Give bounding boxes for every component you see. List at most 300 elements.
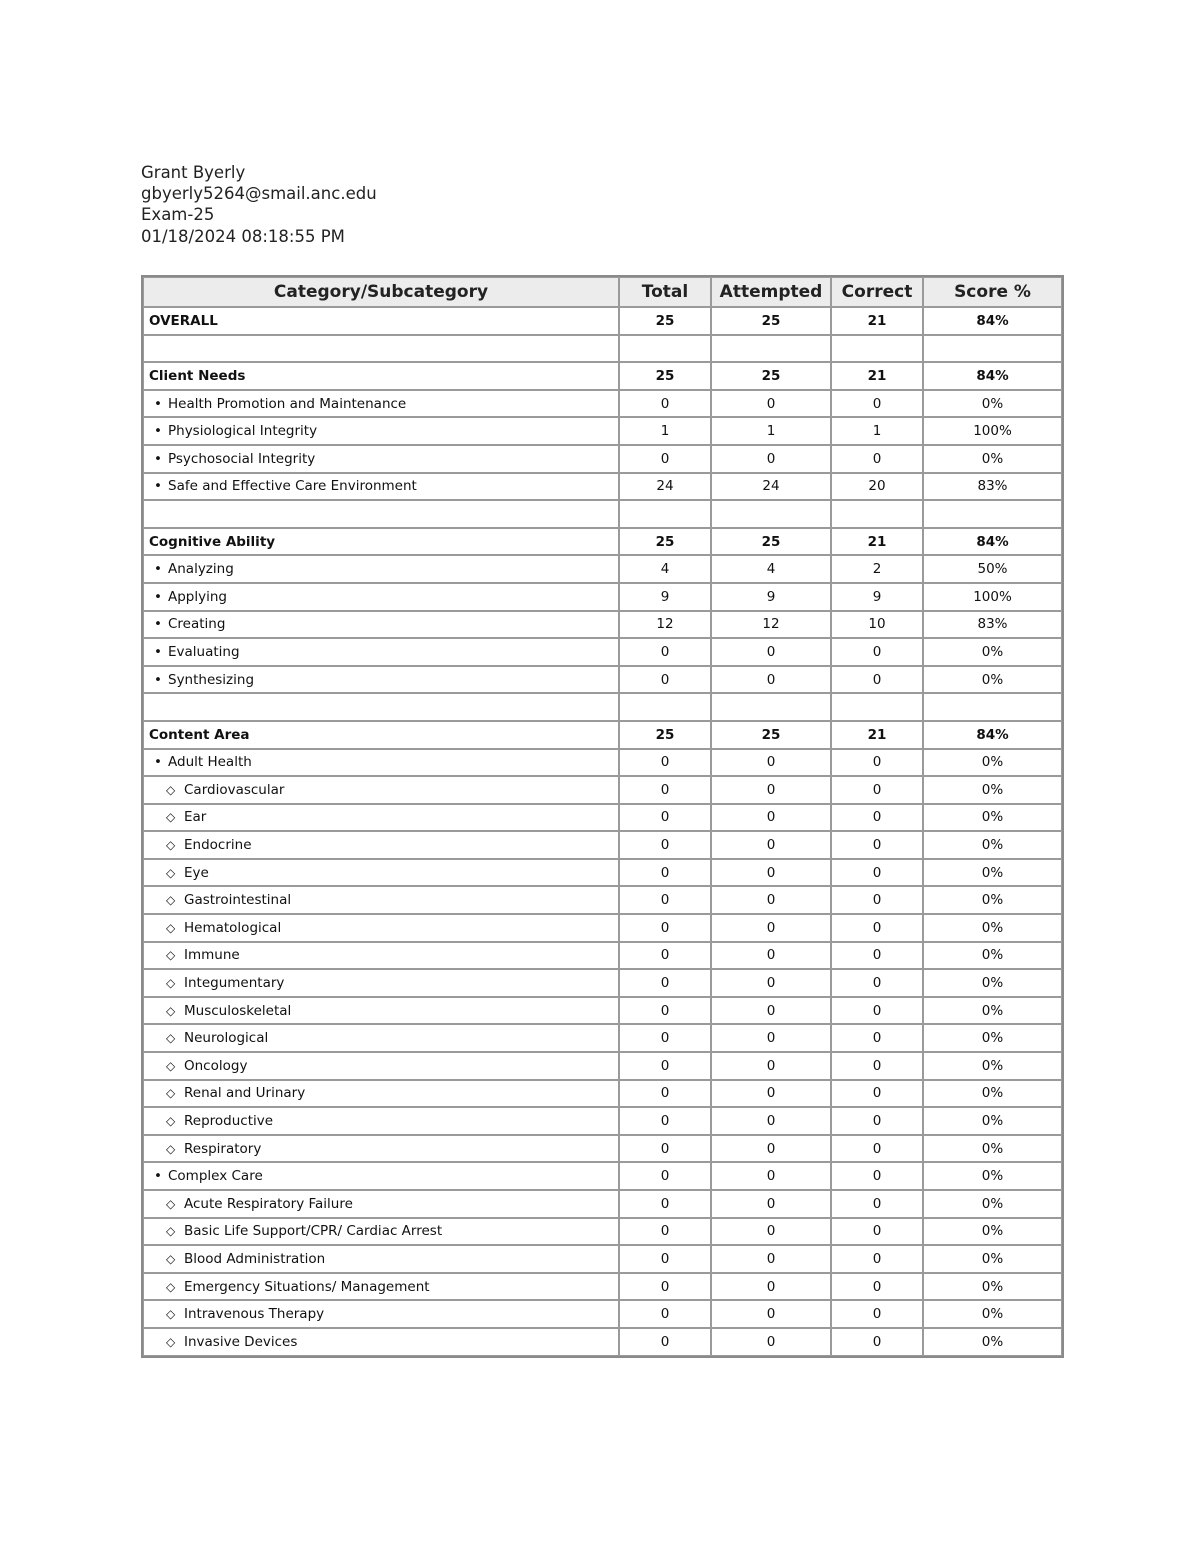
- total-cell: 0: [619, 776, 711, 804]
- total-cell: 4: [619, 555, 711, 583]
- correct-cell: 0: [831, 831, 923, 859]
- correct-cell: 0: [831, 1245, 923, 1273]
- bullet-icon: •: [154, 561, 162, 578]
- attempted-cell: 4: [711, 555, 831, 583]
- score-cell: 0%: [923, 942, 1062, 970]
- score-cell: 0%: [923, 666, 1062, 694]
- category-cell: [143, 1052, 619, 1080]
- category-label: Ear: [184, 809, 207, 826]
- diamond-bullet-icon: ◇: [166, 1279, 176, 1294]
- category-cell: [143, 942, 619, 970]
- total-cell: 12: [619, 611, 711, 639]
- table-row: [143, 997, 1062, 1025]
- category-label: Health Promotion and Maintenance: [168, 395, 407, 412]
- total-cell: 0: [619, 1080, 711, 1108]
- category-cell: [143, 749, 619, 777]
- student-info: [141, 162, 377, 247]
- total-cell: 0: [619, 1135, 711, 1163]
- category-cell: [143, 528, 619, 556]
- category-cell: [143, 1162, 619, 1190]
- diamond-bullet-icon: ◇: [166, 1334, 176, 1349]
- category-cell: [143, 1080, 619, 1108]
- score-cell: 83%: [923, 611, 1062, 639]
- category-label: Cognitive Ability: [149, 533, 276, 550]
- table-row: [143, 1024, 1062, 1052]
- attempted-cell: 1: [711, 417, 831, 445]
- attempted-cell: 0: [711, 1162, 831, 1190]
- total-cell: 1: [619, 417, 711, 445]
- table-row: [143, 1107, 1062, 1135]
- category-label: Psychosocial Integrity: [168, 450, 316, 467]
- attempted-cell: 0: [711, 969, 831, 997]
- category-cell: [143, 1328, 619, 1356]
- correct-cell: [831, 693, 923, 721]
- correct-cell: 0: [831, 1190, 923, 1218]
- category-cell: [143, 611, 619, 639]
- category-label: Applying: [168, 588, 227, 605]
- category-cell: [143, 1273, 619, 1301]
- correct-cell: 0: [831, 969, 923, 997]
- score-cell: 0%: [923, 1080, 1062, 1108]
- table-row: [143, 528, 1062, 556]
- category-cell: [143, 1245, 619, 1273]
- bullet-icon: •: [154, 754, 162, 771]
- category-cell: [143, 1107, 619, 1135]
- category-label: Client Needs: [149, 367, 246, 384]
- category-cell: [143, 831, 619, 859]
- correct-cell: 21: [831, 528, 923, 556]
- diamond-bullet-icon: ◇: [166, 1086, 176, 1101]
- attempted-cell: 0: [711, 1273, 831, 1301]
- bullet-icon: •: [154, 588, 162, 605]
- category-cell: [143, 1135, 619, 1163]
- category-label: Content Area: [149, 726, 250, 743]
- category-label: Analyzing: [168, 561, 234, 578]
- table-row: [143, 1135, 1062, 1163]
- score-cell: 0%: [923, 749, 1062, 777]
- category-cell: [143, 914, 619, 942]
- score-cell: 0%: [923, 390, 1062, 418]
- score-cell: [923, 500, 1062, 528]
- diamond-bullet-icon: ◇: [166, 893, 176, 908]
- bullet-icon: •: [154, 423, 162, 440]
- category-label: Invasive Devices: [184, 1333, 298, 1350]
- table-row: [143, 362, 1062, 390]
- total-cell: 0: [619, 1273, 711, 1301]
- category-label: Emergency Situations/ Management: [184, 1278, 430, 1295]
- attempted-cell: 0: [711, 914, 831, 942]
- correct-cell: 0: [831, 638, 923, 666]
- score-cell: 0%: [923, 886, 1062, 914]
- category-cell: [143, 1190, 619, 1218]
- category-label: Immune: [184, 947, 240, 964]
- score-cell: 0%: [923, 1190, 1062, 1218]
- score-cell: 0%: [923, 914, 1062, 942]
- category-label: Basic Life Support/CPR/ Cardiac Arrest: [184, 1223, 443, 1240]
- correct-cell: 1: [831, 417, 923, 445]
- score-cell: 0%: [923, 776, 1062, 804]
- attempted-cell: 0: [711, 1135, 831, 1163]
- score-cell: 84%: [923, 528, 1062, 556]
- attempted-cell: 0: [711, 1052, 831, 1080]
- table-row: [143, 417, 1062, 445]
- score-cell: 84%: [923, 362, 1062, 390]
- correct-cell: [831, 500, 923, 528]
- category-label: Reproductive: [184, 1113, 274, 1130]
- category-label: Synthesizing: [168, 671, 255, 688]
- total-cell: 25: [619, 721, 711, 749]
- attempted-cell: 0: [711, 942, 831, 970]
- category-cell: [143, 721, 619, 749]
- correct-cell: 10: [831, 611, 923, 639]
- correct-cell: 0: [831, 886, 923, 914]
- correct-cell: 0: [831, 749, 923, 777]
- category-label: Evaluating: [168, 643, 240, 660]
- correct-cell: 0: [831, 1218, 923, 1246]
- score-cell: 0%: [923, 831, 1062, 859]
- total-cell: 9: [619, 583, 711, 611]
- attempted-cell: 25: [711, 362, 831, 390]
- table-row: [143, 886, 1062, 914]
- score-cell: 100%: [923, 583, 1062, 611]
- category-cell: [143, 1300, 619, 1328]
- column-header-category: Category/Subcategory: [143, 277, 619, 307]
- correct-cell: 0: [831, 1135, 923, 1163]
- category-label: Physiological Integrity: [168, 423, 318, 440]
- category-cell: [143, 969, 619, 997]
- score-cell: 0%: [923, 1273, 1062, 1301]
- correct-cell: 21: [831, 362, 923, 390]
- correct-cell: 2: [831, 555, 923, 583]
- category-label: OVERALL: [149, 312, 218, 329]
- table-row: [143, 555, 1062, 583]
- diamond-bullet-icon: ◇: [166, 1224, 176, 1239]
- table-row: [143, 611, 1062, 639]
- category-label: Intravenous Therapy: [184, 1306, 325, 1323]
- score-cell: 0%: [923, 1218, 1062, 1246]
- total-cell: 0: [619, 1300, 711, 1328]
- table-row: [143, 1190, 1062, 1218]
- table-row: [143, 914, 1062, 942]
- correct-cell: 0: [831, 1273, 923, 1301]
- correct-cell: 0: [831, 1052, 923, 1080]
- total-cell: 0: [619, 859, 711, 887]
- table-row: [143, 969, 1062, 997]
- bullet-icon: •: [154, 478, 162, 495]
- table-header-row: [143, 277, 1062, 307]
- attempted-cell: 25: [711, 528, 831, 556]
- total-cell: 0: [619, 1107, 711, 1135]
- diamond-bullet-icon: ◇: [166, 1307, 176, 1322]
- spacer-row: [143, 693, 1062, 721]
- diamond-bullet-icon: ◇: [166, 838, 176, 853]
- attempted-cell: [711, 500, 831, 528]
- column-header-score: Score %: [923, 277, 1062, 307]
- table-row: [143, 390, 1062, 418]
- attempted-cell: 9: [711, 583, 831, 611]
- category-cell: [143, 666, 619, 694]
- total-cell: 25: [619, 528, 711, 556]
- spacer-row: [143, 335, 1062, 363]
- category-label: Adult Health: [168, 754, 252, 771]
- spacer-row: [143, 500, 1062, 528]
- table-row: [143, 1245, 1062, 1273]
- attempted-cell: 0: [711, 859, 831, 887]
- table-row: [143, 445, 1062, 473]
- attempted-cell: 12: [711, 611, 831, 639]
- category-label: Neurological: [184, 1030, 269, 1047]
- attempted-cell: 0: [711, 638, 831, 666]
- total-cell: 0: [619, 638, 711, 666]
- student-name: Grant Byerly: [141, 163, 246, 182]
- total-cell: 0: [619, 804, 711, 832]
- score-cell: 0%: [923, 1328, 1062, 1356]
- total-cell: 0: [619, 886, 711, 914]
- category-cell: [143, 307, 619, 335]
- category-cell: [143, 997, 619, 1025]
- score-cell: 0%: [923, 445, 1062, 473]
- total-cell: 0: [619, 1052, 711, 1080]
- correct-cell: 0: [831, 1080, 923, 1108]
- diamond-bullet-icon: ◇: [166, 920, 176, 935]
- category-cell: [143, 445, 619, 473]
- category-cell: [143, 500, 619, 528]
- correct-cell: 20: [831, 473, 923, 501]
- correct-cell: 0: [831, 666, 923, 694]
- correct-cell: 0: [831, 804, 923, 832]
- table-row: [143, 666, 1062, 694]
- table-row: [143, 1052, 1062, 1080]
- column-header-attempted: Attempted: [711, 277, 831, 307]
- table-row: [143, 1162, 1062, 1190]
- attempted-cell: 0: [711, 1190, 831, 1218]
- category-label: Creating: [168, 616, 226, 633]
- attempted-cell: 0: [711, 804, 831, 832]
- table-row: [143, 638, 1062, 666]
- table-row: [143, 749, 1062, 777]
- score-cell: 0%: [923, 859, 1062, 887]
- correct-cell: 0: [831, 776, 923, 804]
- total-cell: [619, 693, 711, 721]
- exam-datetime: 01/18/2024 08:18:55 PM: [141, 226, 345, 246]
- table-row: [143, 1300, 1062, 1328]
- table-row: [143, 859, 1062, 887]
- category-label: Cardiovascular: [184, 781, 285, 798]
- attempted-cell: 0: [711, 749, 831, 777]
- attempted-cell: 24: [711, 473, 831, 501]
- category-label: Oncology: [184, 1057, 248, 1074]
- score-cell: 0%: [923, 638, 1062, 666]
- attempted-cell: [711, 693, 831, 721]
- table-row: [143, 942, 1062, 970]
- total-cell: 0: [619, 997, 711, 1025]
- attempted-cell: 0: [711, 1080, 831, 1108]
- category-label: Renal and Urinary: [184, 1085, 306, 1102]
- correct-cell: 0: [831, 997, 923, 1025]
- total-cell: 0: [619, 749, 711, 777]
- table-row: [143, 583, 1062, 611]
- correct-cell: 0: [831, 1300, 923, 1328]
- attempted-cell: 0: [711, 1218, 831, 1246]
- category-label: Gastrointestinal: [184, 892, 292, 909]
- score-cell: 83%: [923, 473, 1062, 501]
- score-cell: 0%: [923, 969, 1062, 997]
- total-cell: 0: [619, 914, 711, 942]
- diamond-bullet-icon: ◇: [166, 1251, 176, 1266]
- total-cell: 0: [619, 1245, 711, 1273]
- category-cell: [143, 859, 619, 887]
- category-cell: [143, 417, 619, 445]
- bullet-icon: •: [154, 1168, 162, 1185]
- score-cell: 100%: [923, 417, 1062, 445]
- score-cell: 50%: [923, 555, 1062, 583]
- attempted-cell: 25: [711, 721, 831, 749]
- category-cell: [143, 693, 619, 721]
- category-cell: [143, 473, 619, 501]
- attempted-cell: 0: [711, 1328, 831, 1356]
- total-cell: 0: [619, 942, 711, 970]
- table-row: [143, 1218, 1062, 1246]
- score-report-table: [141, 275, 1064, 1358]
- score-cell: [923, 693, 1062, 721]
- score-cell: 0%: [923, 1107, 1062, 1135]
- score-cell: 0%: [923, 1162, 1062, 1190]
- score-cell: 0%: [923, 1024, 1062, 1052]
- score-cell: 84%: [923, 307, 1062, 335]
- diamond-bullet-icon: ◇: [166, 1196, 176, 1211]
- attempted-cell: 0: [711, 390, 831, 418]
- table-row: [143, 307, 1062, 335]
- category-label: Hematological: [184, 919, 282, 936]
- diamond-bullet-icon: ◇: [166, 976, 176, 991]
- total-cell: 0: [619, 666, 711, 694]
- category-cell: [143, 335, 619, 363]
- table-row: [143, 804, 1062, 832]
- category-label: Eye: [184, 864, 209, 881]
- total-cell: 0: [619, 1218, 711, 1246]
- diamond-bullet-icon: ◇: [166, 1031, 176, 1046]
- category-label: Blood Administration: [184, 1250, 326, 1267]
- attempted-cell: 25: [711, 307, 831, 335]
- category-cell: [143, 362, 619, 390]
- attempted-cell: 0: [711, 1300, 831, 1328]
- category-label: Musculoskeletal: [184, 1002, 292, 1019]
- total-cell: 0: [619, 969, 711, 997]
- category-cell: [143, 555, 619, 583]
- score-cell: 0%: [923, 1135, 1062, 1163]
- total-cell: 0: [619, 1162, 711, 1190]
- total-cell: 25: [619, 362, 711, 390]
- correct-cell: 0: [831, 445, 923, 473]
- attempted-cell: 0: [711, 1107, 831, 1135]
- table-row: [143, 1080, 1062, 1108]
- score-cell: 84%: [923, 721, 1062, 749]
- diamond-bullet-icon: ◇: [166, 865, 176, 880]
- bullet-icon: •: [154, 643, 162, 660]
- category-cell: [143, 776, 619, 804]
- correct-cell: 21: [831, 307, 923, 335]
- total-cell: 25: [619, 307, 711, 335]
- correct-cell: 9: [831, 583, 923, 611]
- attempted-cell: 0: [711, 1245, 831, 1273]
- bullet-icon: •: [154, 395, 162, 412]
- table-body: [143, 307, 1062, 1356]
- attempted-cell: 0: [711, 666, 831, 694]
- correct-cell: 0: [831, 1162, 923, 1190]
- attempted-cell: 0: [711, 831, 831, 859]
- diamond-bullet-icon: ◇: [166, 1141, 176, 1156]
- total-cell: [619, 500, 711, 528]
- student-email: gbyerly5264@smail.anc.edu: [141, 184, 377, 204]
- category-label: Endocrine: [184, 837, 252, 854]
- table-row: [143, 1273, 1062, 1301]
- bullet-icon: •: [154, 671, 162, 688]
- diamond-bullet-icon: ◇: [166, 948, 176, 963]
- bullet-icon: •: [154, 616, 162, 633]
- category-cell: [143, 1024, 619, 1052]
- diamond-bullet-icon: ◇: [166, 1114, 176, 1129]
- correct-cell: 0: [831, 942, 923, 970]
- score-cell: 0%: [923, 1300, 1062, 1328]
- table-row: [143, 721, 1062, 749]
- table-row: [143, 776, 1062, 804]
- correct-cell: 0: [831, 390, 923, 418]
- category-cell: [143, 390, 619, 418]
- total-cell: 0: [619, 1328, 711, 1356]
- attempted-cell: 0: [711, 445, 831, 473]
- category-cell: [143, 1218, 619, 1246]
- attempted-cell: 0: [711, 776, 831, 804]
- category-cell: [143, 886, 619, 914]
- score-cell: [923, 335, 1062, 363]
- attempted-cell: 0: [711, 886, 831, 914]
- total-cell: 0: [619, 1024, 711, 1052]
- table-row: [143, 473, 1062, 501]
- table-row: [143, 1328, 1062, 1356]
- column-header-total: Total: [619, 277, 711, 307]
- total-cell: 0: [619, 445, 711, 473]
- category-label: Complex Care: [168, 1168, 263, 1185]
- category-label: Safe and Effective Care Environment: [168, 478, 417, 495]
- exam-name: Exam-25: [141, 205, 215, 225]
- diamond-bullet-icon: ◇: [166, 1003, 176, 1018]
- category-label: Integumentary: [184, 975, 285, 992]
- diamond-bullet-icon: ◇: [166, 810, 176, 825]
- correct-cell: 0: [831, 1024, 923, 1052]
- score-cell: 0%: [923, 997, 1062, 1025]
- total-cell: 0: [619, 1190, 711, 1218]
- correct-cell: 0: [831, 1107, 923, 1135]
- category-cell: [143, 638, 619, 666]
- total-cell: 24: [619, 473, 711, 501]
- category-label: Respiratory: [184, 1140, 262, 1157]
- score-cell: 0%: [923, 804, 1062, 832]
- category-label: Acute Respiratory Failure: [184, 1195, 353, 1212]
- correct-cell: 21: [831, 721, 923, 749]
- category-cell: [143, 583, 619, 611]
- attempted-cell: 0: [711, 997, 831, 1025]
- correct-cell: 0: [831, 859, 923, 887]
- score-cell: 0%: [923, 1052, 1062, 1080]
- attempted-cell: [711, 335, 831, 363]
- score-cell: 0%: [923, 1245, 1062, 1273]
- total-cell: [619, 335, 711, 363]
- bullet-icon: •: [154, 450, 162, 467]
- attempted-cell: 0: [711, 1024, 831, 1052]
- column-header-correct: Correct: [831, 277, 923, 307]
- diamond-bullet-icon: ◇: [166, 782, 176, 797]
- correct-cell: 0: [831, 914, 923, 942]
